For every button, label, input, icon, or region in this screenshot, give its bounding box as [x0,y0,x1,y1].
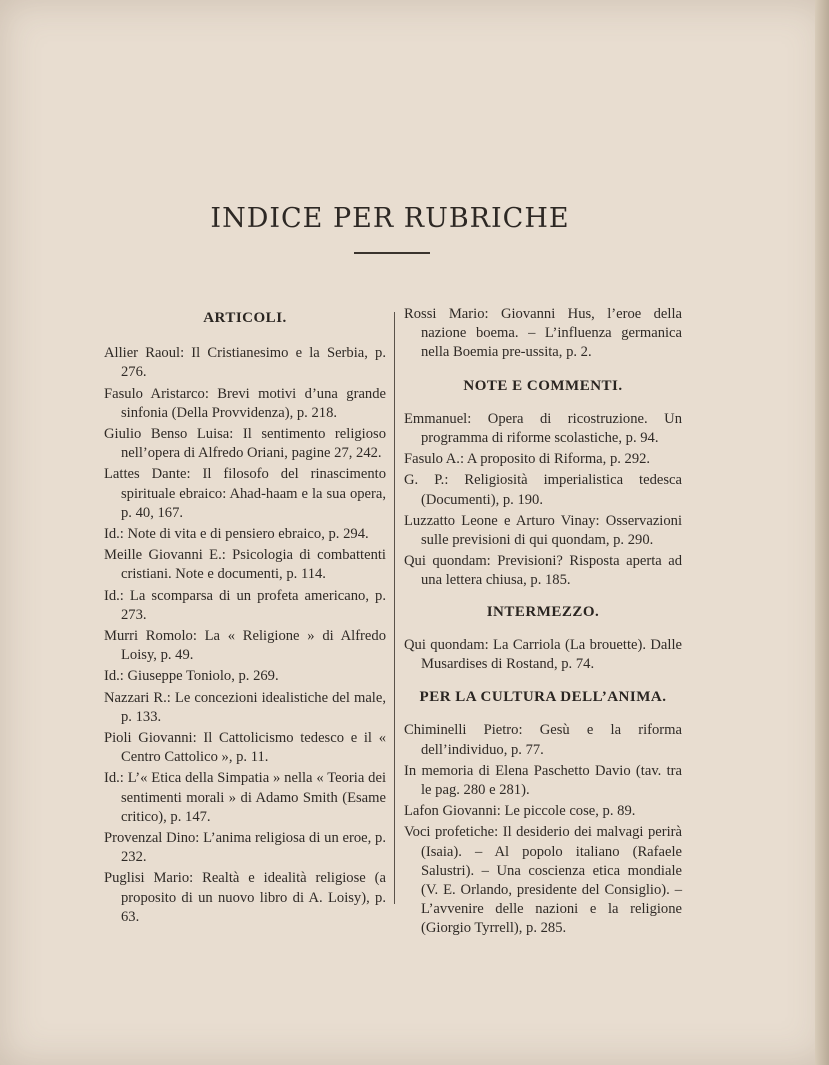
index-entry: Provenzal Dino: L’anima religiosa di un eroe, p. 232. [104,830,386,866]
index-entry: Id.: La scomparsa di un profeta americano, p. 273. [104,587,386,623]
index-entry: Id.: L’« Etica della Simpatia » nella « Teoria dei sentimenti morali » di Adamo Smith (Esame critico), p. 147. [104,770,386,825]
section-heading-cultura-anima: PER LA CULTURA DELL’ANIMA. [419,689,667,706]
section-heading-intermezzo: INTERMEZZO. [486,603,600,620]
section-heading-note-e-commenti: NOTE E COMMENTI. [463,377,623,394]
index-entry: Allier Raoul: Il Cristianesimo e la Serbia, p. 276. [104,345,386,381]
page-edge [815,0,829,1065]
right-column [404,305,682,941]
title-rule [354,252,430,254]
index-entry: Chiminelli Pietro: Gesù e la riforma dell’individuo, p. 77. [404,722,682,758]
index-entry: Luzzatto Leone e Arturo Vinay: Osservazioni sulle previsioni di qui quondam, p. 290. [404,512,682,549]
index-entry: Voci profetiche: Il desiderio dei malvagi perirà (Isaia). – Al popolo italiano (Rafaele Salustri). – Una coscienza etica mondiale (V. E. Orlando, presidente del Consiglio). – L’avvenire delle nazioni e la religione (Giorgio Tyrrell), p. 285. [404,824,682,937]
index-entry: Lattes Dante: Il filosofo del rinascimento spirituale ebraico: Ahad-haam e la sua opera, p. 40, 167. [104,466,386,521]
index-entry: Pioli Giovanni: Il Cattolicismo tedesco e il « Centro Cattolico », p. 11. [104,730,386,766]
page-title: INDICE PER RUBRICHE [210,203,570,234]
index-entry: Puglisi Mario: Realtà e idealità religiose (a proposito di un nuovo libro di A. Loisy), p. 63. [104,870,386,925]
section-heading-articoli: ARTICOLI. [203,310,287,326]
column-divider [394,312,395,904]
index-entry: Giulio Benso Luisa: Il sentimento religioso nell’opera di Alfredo Oriani, pagine 27, 242. [104,426,386,462]
index-entry: Fasulo A.: A proposito di Riforma, p. 292. [404,451,651,468]
index-entry: Qui quondam: La Carriola (La brouette). Dalle Musardises di Rostand, p. 74. [404,636,682,673]
index-entry: Nazzari R.: Le concezioni idealistiche del male, p. 133. [104,689,386,725]
index-entry: Id.: Giuseppe Toniolo, p. 269. [104,668,279,685]
index-entry: Rossi Mario: Giovanni Hus, l’eroe della nazione boema. – L’influenza germanica nella Boemia pre-ussita, p. 2. [404,306,682,361]
index-entry: G. P.: Religiosità imperialistica tedesca (Documenti), p. 190. [404,472,682,508]
index-entry: Id.: Note di vita e di pensiero ebraico, p. 294. [104,526,369,543]
index-entry: Meille Giovanni E.: Psicologia di combattenti cristiani. Note e documenti, p. 114. [104,547,386,583]
index-entry: Qui quondam: Previsioni? Risposta aperta ad una lettera chiusa, p. 185. [404,553,682,589]
index-entry: Fasulo Aristarco: Brevi motivi d’una grande sinfonia (Della Provvidenza), p. 218. [104,385,386,421]
index-entry: Emmanuel: Opera di ricostruzione. Un programma di riforme scolastiche, p. 94. [404,410,682,447]
index-entry: Lafon Giovanni: Le piccole cose, p. 89. [404,803,636,820]
index-entry: Murri Romolo: La « Religione » di Alfredo Loisy, p. 49. [104,628,386,664]
left-column [104,305,386,929]
index-entry: In memoria di Elena Paschetto Davio (tav. tra le pag. 280 e 281). [404,762,682,799]
